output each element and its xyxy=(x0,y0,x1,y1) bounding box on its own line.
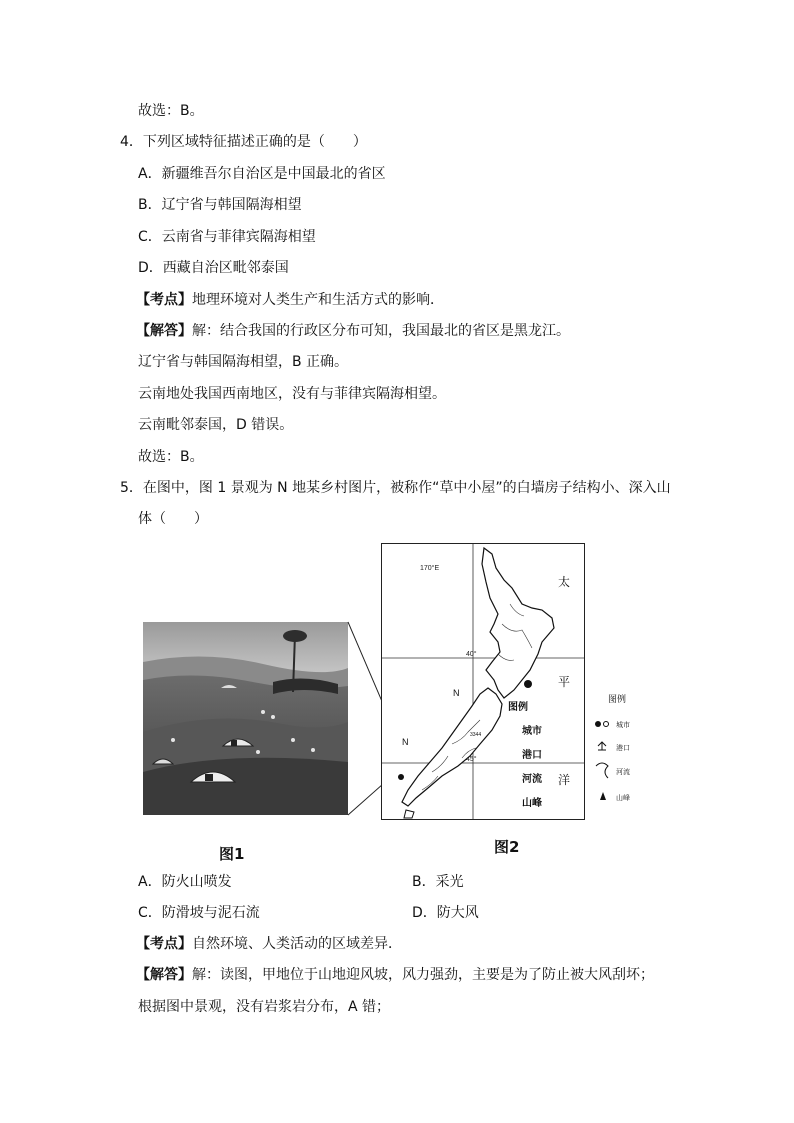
label-small-number: 3344 xyxy=(470,732,482,738)
jieda-tag-2: 【解答】 xyxy=(136,967,192,983)
south-island xyxy=(402,688,502,806)
legend-city: 城市 xyxy=(616,721,630,729)
city-point xyxy=(524,680,532,688)
point-n xyxy=(398,774,404,780)
legend-city-icon-2 xyxy=(604,722,609,727)
legend-overlay-1: 城市 xyxy=(522,726,542,737)
legend-peak-icon xyxy=(600,792,606,800)
kaodian-tag: 【考点】 xyxy=(136,292,192,308)
legend-overlay-0: 图例 xyxy=(508,702,528,713)
map-legend xyxy=(592,690,644,814)
stewart-island xyxy=(404,810,414,818)
kaodian-1 xyxy=(136,290,444,310)
figure-1-photo xyxy=(143,622,348,815)
kaodian-text-2: 自然环境、人类活动的区域差异． xyxy=(192,936,402,952)
question-4: 4．下列区域特征描述正确的是（ ） xyxy=(120,134,367,150)
legend-city-icon xyxy=(595,721,601,727)
lat40-label: 40° xyxy=(466,651,477,658)
legend-port-icon xyxy=(598,742,606,750)
answer-line-1: 故选：B。 xyxy=(138,103,204,119)
explanation-line-4: 故选：B。 xyxy=(138,449,204,465)
label-n: N xyxy=(402,737,409,747)
legend-port: 港口 xyxy=(616,744,630,752)
explanation-line-2: 云南地处我国西南地区，没有与菲律宾隔海相望。 xyxy=(138,386,446,402)
kaodian-2 xyxy=(136,934,402,954)
legend-river-icon xyxy=(596,763,608,778)
jieda-text-2: 解：读图，甲地位于山地迎风坡，风力强劲，主要是为了防止被大风刮坏； xyxy=(192,967,654,983)
jieda-tag: 【解答】 xyxy=(136,323,192,339)
q4-option-a: A．新疆维吾尔自治区是中国最北的省区 xyxy=(138,166,386,182)
q5-option-c: C．防滑坡与泥石流 xyxy=(138,905,260,921)
question-5-line-2: 体（ ） xyxy=(138,511,208,527)
longitude-label: 170°E xyxy=(420,565,440,572)
legend-title: 图例 xyxy=(608,695,627,705)
q5-option-d: D．防大风 xyxy=(412,905,479,921)
legend-overlay-4: 山峰 xyxy=(522,798,542,809)
jieda-text: 解：结合我国的行政区分布可知，我国最北的省区是黑龙江。 xyxy=(192,323,570,339)
ocean-char-1: 太 xyxy=(558,575,571,589)
north-island xyxy=(482,548,554,698)
kaodian-text: 地理环境对人类生产和生活方式的影响． xyxy=(192,292,444,308)
explanation-line-3: 云南毗邻泰国，D 错误。 xyxy=(138,417,294,433)
lat45-label: 45° xyxy=(466,756,477,763)
legend-river: 河流 xyxy=(616,768,630,776)
label-n-small: N xyxy=(453,688,460,698)
jieda-2 xyxy=(136,965,654,985)
figure-2-map xyxy=(381,543,585,820)
question-5-line-1: 5．在图中，图 1 景观为 N 地某乡村图片，被称作“草中小屋”的白墙房子结构小、深入山 xyxy=(120,480,671,496)
q4-option-b: B．辽宁省与韩国隔海相望 xyxy=(138,197,302,213)
figure-2-label: 图2 xyxy=(494,838,520,856)
legend-overlay-3: 河流 xyxy=(522,774,542,785)
ocean-char-3: 洋 xyxy=(558,773,571,787)
legend-overlay-2: 港口 xyxy=(522,750,542,761)
explanation-line-1: 辽宁省与韩国隔海相望，B 正确。 xyxy=(138,354,349,370)
kaodian-tag-2: 【考点】 xyxy=(136,936,192,952)
q5-option-a: A．防火山喷发 xyxy=(138,874,232,890)
q5-option-b: B．采光 xyxy=(412,874,464,890)
figure-1-label: 图1 xyxy=(219,845,245,863)
q4-option-d: D．西藏自治区毗邻泰国 xyxy=(138,260,289,276)
q4-option-c: C．云南省与菲律宾隔海相望 xyxy=(138,229,316,245)
ocean-char-2: 平 xyxy=(558,675,571,689)
legend-peak: 山峰 xyxy=(616,794,630,802)
jieda-1 xyxy=(136,321,570,341)
explanation-line-5: 根据图中景观，没有岩浆岩分布，A 错； xyxy=(138,999,391,1015)
